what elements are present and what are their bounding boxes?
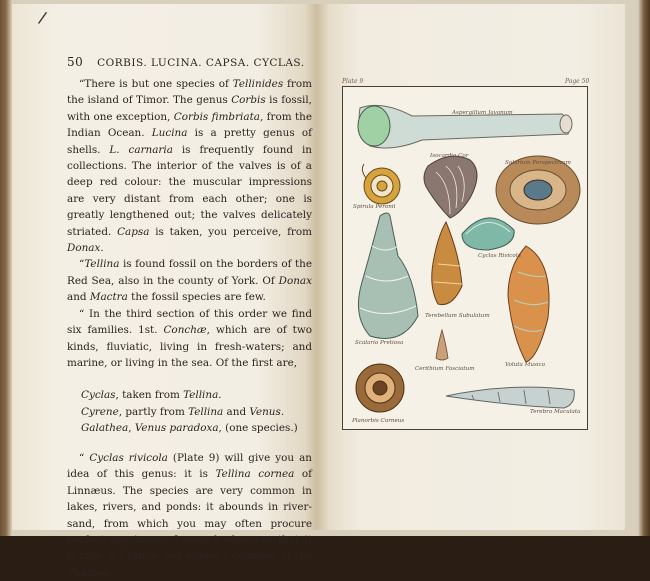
text-run: , partly from: [118, 405, 189, 418]
planorbis-illustration: [356, 364, 404, 412]
text-run: and: [67, 291, 90, 304]
italic-term: Cyclas: [81, 389, 116, 402]
list-item: [81, 404, 312, 420]
italic-term: Venus: [249, 405, 281, 418]
paragraph: [67, 76, 312, 256]
italic-term: Tellina: [84, 258, 120, 271]
running-head-title: CORBIS. LUCINA. CAPSA. CYCLAS.: [97, 57, 305, 69]
caption-scalaria: Scalaria Pretiosa: [355, 340, 404, 346]
text-run: and: [223, 405, 250, 418]
cyclas-illustration: [462, 218, 514, 250]
caption-aspergillum: Aspergillum Javanum: [452, 110, 513, 116]
plate-page-label: Page 50: [565, 78, 590, 85]
plate-number-label: Plate 9: [342, 78, 364, 85]
italic-term: Donax: [278, 274, 312, 287]
caption-solarium: Solarium Perspectivum: [505, 160, 571, 166]
caption-cor: Isocardia Cor: [430, 153, 469, 159]
caption-cerithium: Cerithium Fasciatum: [415, 366, 475, 372]
text-run: “There is but one species of: [79, 78, 233, 90]
italic-term: Corbis fimbriata: [173, 110, 260, 123]
italic-term: Corbis: [231, 94, 266, 107]
text-run: the fossil species are few.: [127, 291, 266, 304]
text-run: .: [218, 389, 222, 402]
genus-list: [81, 387, 312, 436]
text-run: is frequently found in collections. The interior of the valves is of a deep red colour: the muscular impressions are very distant from each other; one is greatly lengthened out; the valves delicately striated.: [67, 143, 312, 238]
paragraph: [67, 256, 312, 305]
terebellum-illustration: [432, 222, 462, 305]
italic-term: Tellinides: [232, 78, 284, 90]
paragraph: [67, 450, 312, 581]
cor-illustration: [424, 156, 477, 218]
text-run: “ In the third section of this order we find six families. 1st.: [67, 307, 312, 337]
text-run: , (one species.): [218, 421, 298, 434]
body-text: [67, 76, 312, 581]
text-run: , which are of two kinds, fluviatic, living in fresh-waters; and marine, or living in the sea. Of the first are,: [67, 324, 312, 369]
italic-term: Tellina: [188, 405, 224, 418]
italic-term: Tellina cornea: [215, 468, 295, 481]
caption-terebellum: Terebellum Subulatum: [425, 313, 490, 319]
text-run: .: [280, 405, 285, 418]
text-run: of Linnæus. The species are very common in lakes, rivers, and ponds: it abounds in river-sand, from which you may often procure perfect specimens. Lamarck observes that it is rare in France; but appears common in the Thames.: [67, 468, 313, 579]
italic-term: Cyrene: [81, 405, 119, 418]
text-run: from the island of Timor. The genus: [67, 78, 312, 107]
italic-term: Venus paradoxa: [134, 421, 219, 434]
text-run: ,: [128, 421, 135, 434]
terebra-illustration: [446, 387, 574, 408]
caption-voluta: Voluta Musica: [505, 362, 546, 368]
paragraph: [67, 306, 312, 372]
italic-term: Cyclas rivicola: [89, 451, 168, 464]
italic-term: Tellina: [183, 389, 219, 402]
text-run: , from the Indian Ocean.: [67, 110, 312, 140]
italic-term: Lucina: [151, 127, 188, 140]
caption-terebra: Terebra Maculata: [530, 409, 581, 415]
voluta-illustration: [508, 246, 549, 362]
cerithium-illustration: [436, 330, 448, 360]
text-run: is found fossil on the borders of the Red Sea, also in the county of York. Of: [67, 258, 312, 287]
text-run: is fossil, with one exception,: [67, 94, 312, 123]
page-number: 50: [67, 55, 84, 69]
italic-term: Capsa: [117, 225, 150, 238]
caption-spirula: Spirula Peronii: [353, 204, 396, 210]
text-run: is taken, you perceive, from: [149, 225, 312, 238]
text-run: (Plate 9) will give you an idea of this genus: it is: [67, 451, 312, 481]
shell-illustrations: [342, 86, 586, 428]
text-run: “: [79, 451, 90, 464]
running-head: [67, 55, 312, 69]
italic-term: Mactra: [89, 291, 128, 304]
scalaria-illustration: [358, 213, 418, 339]
text-run: .: [100, 242, 104, 255]
italic-term: Donax: [67, 242, 101, 255]
solarium-illustration: [496, 156, 580, 224]
spirula-illustration: [362, 164, 400, 204]
text-run: is a pretty genus of shells.: [67, 127, 312, 156]
caption-planorbis: Planorbis Corneus: [352, 418, 405, 424]
italic-term: L. carnaria: [109, 143, 173, 156]
text-run: , taken from: [115, 389, 184, 402]
italic-term: Galathea: [81, 421, 129, 434]
italic-term: Conchæ: [163, 324, 207, 337]
pencil-mark: /: [37, 7, 49, 28]
list-item: [81, 387, 312, 403]
caption-cyclas: Cyclas Rivicola: [478, 253, 521, 259]
list-item: [81, 420, 312, 436]
text-run: “: [79, 258, 85, 271]
